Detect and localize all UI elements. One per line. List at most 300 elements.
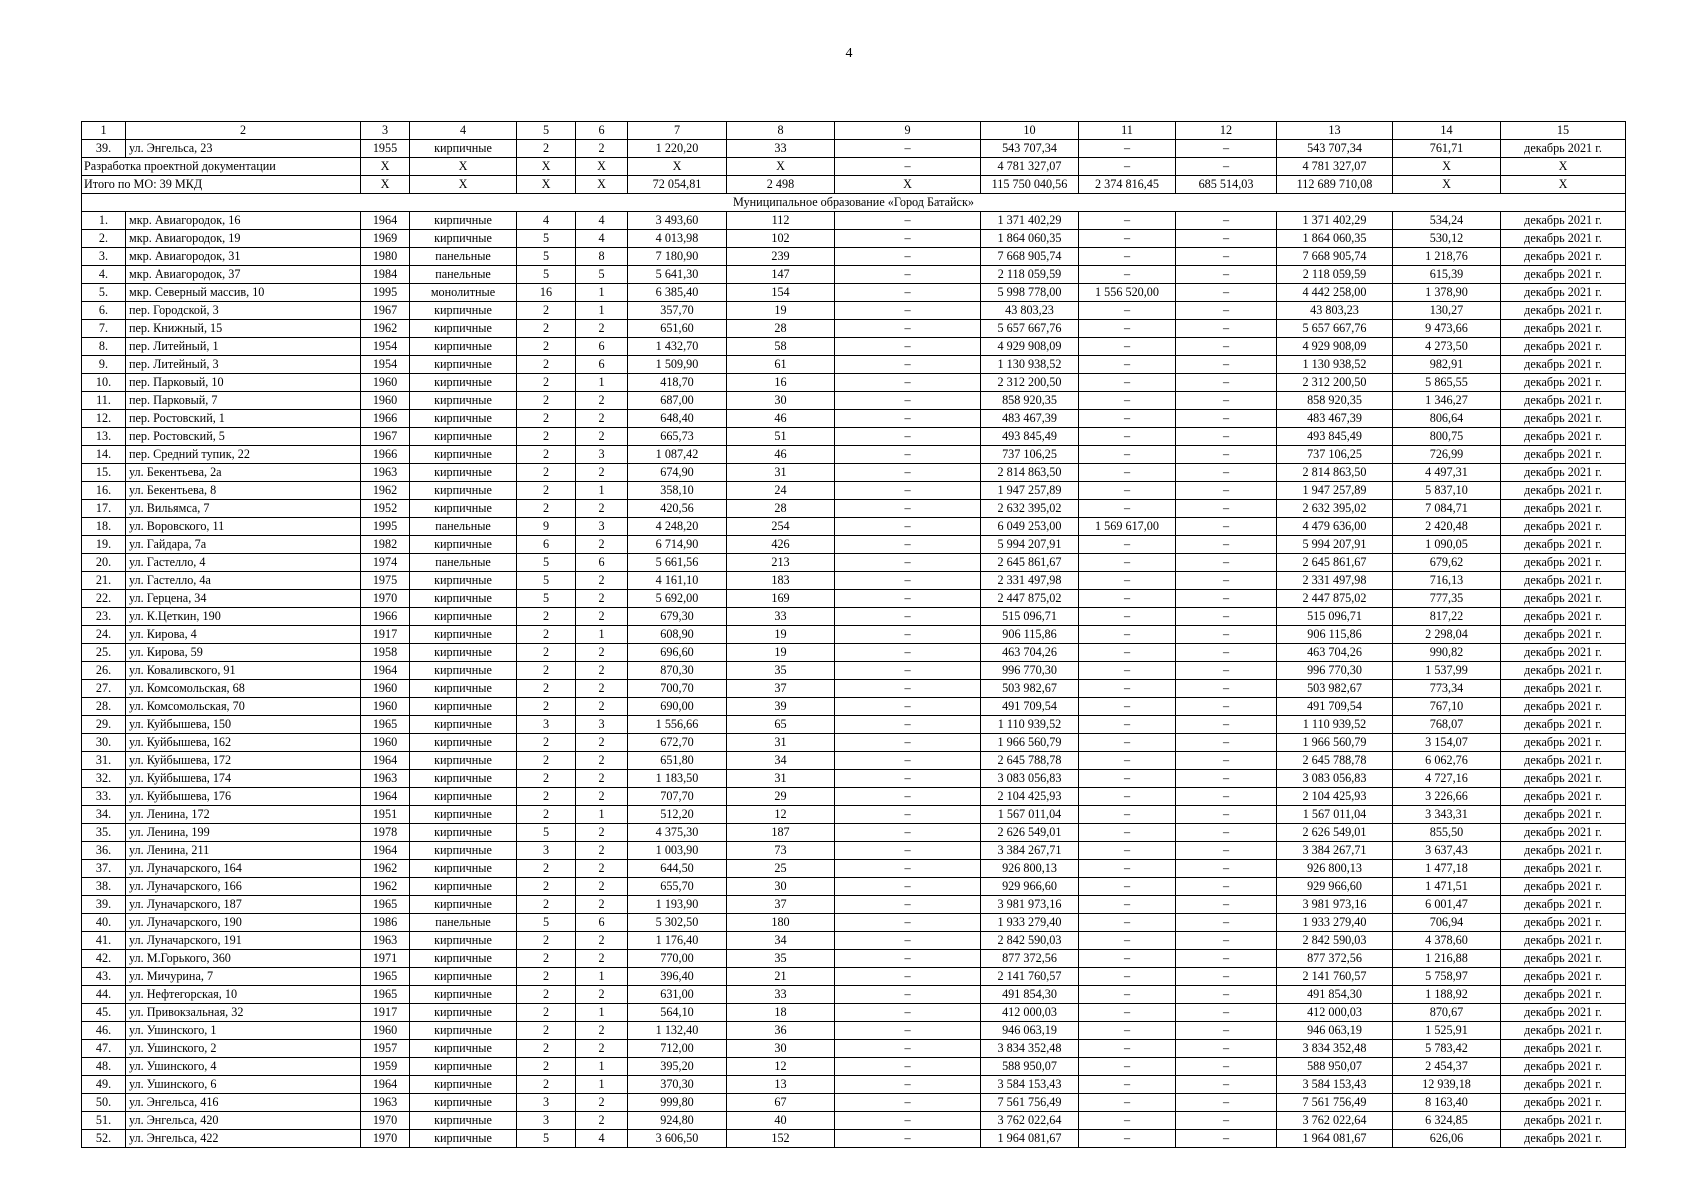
table-cell: 2 xyxy=(576,788,628,806)
table-cell: – xyxy=(1079,680,1176,698)
table-cell: ул. Кирова, 59 xyxy=(126,644,361,662)
table-cell: – xyxy=(1079,1076,1176,1094)
table-cell: – xyxy=(1079,932,1176,950)
table-cell: ул. Гастелло, 4 xyxy=(126,554,361,572)
table-cell: 28 xyxy=(727,500,835,518)
table-cell: 28 xyxy=(727,320,835,338)
table-cell: 1 xyxy=(576,284,628,302)
table-cell: 2 xyxy=(576,428,628,446)
table-cell: 483 467,39 xyxy=(1277,410,1393,428)
table-cell: X xyxy=(1393,158,1501,176)
table-cell: 2 xyxy=(517,374,576,392)
table-cell: 1 525,91 xyxy=(1393,1022,1501,1040)
table-cell: 608,90 xyxy=(628,626,727,644)
table-cell: 12 xyxy=(727,1058,835,1076)
table-cell: кирпичные xyxy=(410,662,517,680)
table-cell: 503 982,67 xyxy=(981,680,1079,698)
table-cell: ул. К.Цеткин, 190 xyxy=(126,608,361,626)
table-cell: кирпичные xyxy=(410,572,517,590)
table-cell: 2 xyxy=(576,860,628,878)
table-cell: 12 xyxy=(727,806,835,824)
table-cell: 1 188,92 xyxy=(1393,986,1501,1004)
table-cell: 1964 xyxy=(361,752,410,770)
table-cell: 7 xyxy=(628,122,727,140)
table-cell: декабрь 2021 г. xyxy=(1501,536,1626,554)
table-cell: 1966 xyxy=(361,446,410,464)
table-cell: 1 218,76 xyxy=(1393,248,1501,266)
table-cell: 2 420,48 xyxy=(1393,518,1501,536)
table-cell: – xyxy=(1079,158,1176,176)
table-cell: 5 xyxy=(517,590,576,608)
table-cell: кирпичные xyxy=(410,950,517,968)
table-cell: 1957 xyxy=(361,1040,410,1058)
table-cell: 4 497,31 xyxy=(1393,464,1501,482)
table-row xyxy=(82,1094,1626,1112)
table-cell: 3 xyxy=(576,446,628,464)
summary-row xyxy=(82,158,1626,176)
table-cell: декабрь 2021 г. xyxy=(1501,1076,1626,1094)
table-cell: 2 374 816,45 xyxy=(1079,176,1176,194)
table-row xyxy=(82,590,1626,608)
table-cell: 5 994 207,91 xyxy=(981,536,1079,554)
table-cell: 102 xyxy=(727,230,835,248)
table-cell: 46 xyxy=(727,410,835,428)
table-cell: кирпичные xyxy=(410,590,517,608)
table-cell: – xyxy=(835,230,981,248)
summary-row xyxy=(82,176,1626,194)
table-cell: 1 130 938,52 xyxy=(981,356,1079,374)
table-cell: 8. xyxy=(82,338,126,356)
table-cell: ул. Луначарского, 190 xyxy=(126,914,361,932)
table-cell: – xyxy=(1079,860,1176,878)
table-cell: – xyxy=(1176,698,1277,716)
table-cell: кирпичные xyxy=(410,140,517,158)
table-cell: 9. xyxy=(82,356,126,374)
table-cell: 651,60 xyxy=(628,320,727,338)
table-cell: 9 xyxy=(517,518,576,536)
table-cell: 5 865,55 xyxy=(1393,374,1501,392)
table-cell: X xyxy=(1393,176,1501,194)
table-cell: декабрь 2021 г. xyxy=(1501,428,1626,446)
table-cell: 2 xyxy=(517,482,576,500)
table-cell: – xyxy=(835,392,981,410)
registry-sheet xyxy=(81,121,1626,1148)
table-cell: 1978 xyxy=(361,824,410,842)
table-cell: 65 xyxy=(727,716,835,734)
table-cell: кирпичные xyxy=(410,428,517,446)
table-cell: 1 556,66 xyxy=(628,716,727,734)
table-cell: 213 xyxy=(727,554,835,572)
table-cell: 6 xyxy=(576,554,628,572)
table-cell: – xyxy=(1176,266,1277,284)
table-cell: декабрь 2021 г. xyxy=(1501,950,1626,968)
table-cell: декабрь 2021 г. xyxy=(1501,896,1626,914)
table-cell: 924,80 xyxy=(628,1112,727,1130)
table-cell: – xyxy=(1176,770,1277,788)
table-cell: 1974 xyxy=(361,554,410,572)
table-cell: декабрь 2021 г. xyxy=(1501,572,1626,590)
table-cell: 4 929 908,09 xyxy=(1277,338,1393,356)
table-cell: 7 084,71 xyxy=(1393,500,1501,518)
table-cell: 716,13 xyxy=(1393,572,1501,590)
table-cell: кирпичные xyxy=(410,230,517,248)
table-cell: 1 xyxy=(82,122,126,140)
table-cell: 1 130 938,52 xyxy=(1277,356,1393,374)
table-row xyxy=(82,788,1626,806)
table-cell: декабрь 2021 г. xyxy=(1501,1112,1626,1130)
table-cell: 651,80 xyxy=(628,752,727,770)
table-cell: 357,70 xyxy=(628,302,727,320)
table-cell: декабрь 2021 г. xyxy=(1501,788,1626,806)
table-cell: кирпичные xyxy=(410,482,517,500)
table-cell: 180 xyxy=(727,914,835,932)
table-cell: ул. Привокзальная, 32 xyxy=(126,1004,361,1022)
table-cell: 37 xyxy=(727,680,835,698)
table-cell: 3 083 056,83 xyxy=(981,770,1079,788)
table-cell: X xyxy=(361,158,410,176)
table-cell: 1 xyxy=(576,374,628,392)
table-row xyxy=(82,284,1626,302)
table-cell: 5 641,30 xyxy=(628,266,727,284)
table-cell: кирпичные xyxy=(410,1076,517,1094)
table-cell: – xyxy=(1079,1040,1176,1058)
table-cell: 30 xyxy=(727,878,835,896)
table-row xyxy=(82,770,1626,788)
table-cell: 648,40 xyxy=(628,410,727,428)
table-cell: 1 176,40 xyxy=(628,932,727,950)
table-cell: 2 xyxy=(517,878,576,896)
table-cell: 2 xyxy=(517,806,576,824)
table-row xyxy=(82,212,1626,230)
table-cell: 395,20 xyxy=(628,1058,727,1076)
table-cell: панельные xyxy=(410,266,517,284)
table-cell: – xyxy=(835,788,981,806)
table-cell: – xyxy=(1176,662,1277,680)
table-cell: ул. Энгельса, 420 xyxy=(126,1112,361,1130)
table-cell: ул. Куйбышева, 150 xyxy=(126,716,361,734)
table-cell: ул. Гайдара, 7а xyxy=(126,536,361,554)
table-cell: 5 xyxy=(517,230,576,248)
table-cell: – xyxy=(1176,1040,1277,1058)
table-cell: – xyxy=(835,374,981,392)
table-cell: X xyxy=(517,176,576,194)
table-cell: 44. xyxy=(82,986,126,1004)
table-cell: 5 xyxy=(517,914,576,932)
table-row xyxy=(82,374,1626,392)
table-cell: 5 xyxy=(517,1130,576,1148)
table-cell: 1 132,40 xyxy=(628,1022,727,1040)
table-cell: – xyxy=(1079,1004,1176,1022)
table-cell: – xyxy=(1079,968,1176,986)
table-cell: 5 xyxy=(517,824,576,842)
table-cell: 1960 xyxy=(361,680,410,698)
table-cell: 3 384 267,71 xyxy=(1277,842,1393,860)
table-cell: 5 657 667,76 xyxy=(981,320,1079,338)
table-cell: – xyxy=(1079,464,1176,482)
table-cell: – xyxy=(835,626,981,644)
table-cell: 777,35 xyxy=(1393,590,1501,608)
table-cell: 1964 xyxy=(361,1076,410,1094)
table-cell: – xyxy=(835,716,981,734)
table-cell: 29 xyxy=(727,788,835,806)
table-cell: 33 xyxy=(727,140,835,158)
table-cell: 3 493,60 xyxy=(628,212,727,230)
table-cell: декабрь 2021 г. xyxy=(1501,392,1626,410)
table-cell: 1 346,27 xyxy=(1393,392,1501,410)
table-cell: 696,60 xyxy=(628,644,727,662)
table-cell: – xyxy=(1079,140,1176,158)
table-cell: – xyxy=(835,986,981,1004)
table-cell: 2 xyxy=(576,932,628,950)
table-cell: – xyxy=(1079,878,1176,896)
table-cell: 999,80 xyxy=(628,1094,727,1112)
table-cell: – xyxy=(1079,626,1176,644)
table-cell: 2 xyxy=(576,896,628,914)
table-cell: 35. xyxy=(82,824,126,842)
table-cell: 2 xyxy=(576,878,628,896)
table-cell: пер. Средний тупик, 22 xyxy=(126,446,361,464)
table-cell: ул. Ленина, 172 xyxy=(126,806,361,824)
table-cell: 2 xyxy=(576,680,628,698)
table-cell: 34 xyxy=(727,752,835,770)
table-cell: декабрь 2021 г. xyxy=(1501,590,1626,608)
table-cell: 115 750 040,56 xyxy=(981,176,1079,194)
table-cell: кирпичные xyxy=(410,824,517,842)
table-cell: ул. Гастелло, 4а xyxy=(126,572,361,590)
table-cell: кирпичные xyxy=(410,536,517,554)
table-cell: 3 834 352,48 xyxy=(981,1040,1079,1058)
table-cell: 4 479 636,00 xyxy=(1277,518,1393,536)
table-cell: 1960 xyxy=(361,698,410,716)
table-cell: – xyxy=(1176,1094,1277,1112)
table-cell: 1 509,90 xyxy=(628,356,727,374)
table-cell: 1960 xyxy=(361,392,410,410)
table-cell: – xyxy=(1176,932,1277,950)
table-cell: – xyxy=(835,554,981,572)
table-cell: 13 xyxy=(1277,122,1393,140)
table-cell: 1 090,05 xyxy=(1393,536,1501,554)
table-row xyxy=(82,608,1626,626)
table-cell: – xyxy=(1079,770,1176,788)
table-cell: декабрь 2021 г. xyxy=(1501,824,1626,842)
table-cell: 5 xyxy=(576,266,628,284)
table-cell: 5 xyxy=(517,572,576,590)
table-cell: – xyxy=(1176,518,1277,536)
table-cell: 515 096,71 xyxy=(1277,608,1393,626)
table-cell: 34. xyxy=(82,806,126,824)
table-cell: – xyxy=(1176,734,1277,752)
table-cell: 1 567 011,04 xyxy=(1277,806,1393,824)
table-cell: 712,00 xyxy=(628,1040,727,1058)
table-cell: 493 845,49 xyxy=(1277,428,1393,446)
table-row xyxy=(82,356,1626,374)
table-cell: 2 xyxy=(517,644,576,662)
table-cell: 358,10 xyxy=(628,482,727,500)
table-row xyxy=(82,482,1626,500)
table-cell: кирпичные xyxy=(410,842,517,860)
table-cell: 2 645 861,67 xyxy=(1277,554,1393,572)
table-cell: 946 063,19 xyxy=(1277,1022,1393,1040)
table-row xyxy=(82,518,1626,536)
table-cell: 7. xyxy=(82,320,126,338)
table-cell: 1995 xyxy=(361,284,410,302)
table-cell: 8 xyxy=(576,248,628,266)
table-cell: – xyxy=(1079,662,1176,680)
table-cell: 2 xyxy=(517,500,576,518)
table-cell: – xyxy=(835,248,981,266)
table-cell: 1963 xyxy=(361,1094,410,1112)
table-cell: – xyxy=(1079,842,1176,860)
table-cell: Разработка проектной документации xyxy=(82,158,361,176)
table-cell: 13 xyxy=(727,1076,835,1094)
table-cell: 22. xyxy=(82,590,126,608)
table-cell: кирпичные xyxy=(410,752,517,770)
table-cell: 2 298,04 xyxy=(1393,626,1501,644)
table-cell: 877 372,56 xyxy=(1277,950,1393,968)
table-cell: X xyxy=(727,158,835,176)
table-cell: – xyxy=(835,968,981,986)
table-cell: 50. xyxy=(82,1094,126,1112)
table-cell: – xyxy=(835,932,981,950)
table-cell: 1 xyxy=(576,1076,628,1094)
table-cell: – xyxy=(1079,320,1176,338)
table-cell: 3 xyxy=(361,122,410,140)
table-cell: – xyxy=(835,1094,981,1112)
table-cell: ул. Герцена, 34 xyxy=(126,590,361,608)
table-cell: 187 xyxy=(727,824,835,842)
table-cell: 1 xyxy=(576,1058,628,1076)
table-cell: 858 920,35 xyxy=(1277,392,1393,410)
table-cell: – xyxy=(835,824,981,842)
table-cell: 33 xyxy=(727,608,835,626)
table-cell: 800,75 xyxy=(1393,428,1501,446)
table-row xyxy=(82,734,1626,752)
table-cell: 1 183,50 xyxy=(628,770,727,788)
table-cell: мкр. Авиагородок, 19 xyxy=(126,230,361,248)
table-cell: 543 707,34 xyxy=(1277,140,1393,158)
table-cell: – xyxy=(1176,464,1277,482)
table-cell: 2 xyxy=(576,950,628,968)
table-cell: декабрь 2021 г. xyxy=(1501,446,1626,464)
table-row xyxy=(82,806,1626,824)
table-cell: декабрь 2021 г. xyxy=(1501,266,1626,284)
table-cell: 2 814 863,50 xyxy=(1277,464,1393,482)
table-cell: 43 803,23 xyxy=(1277,302,1393,320)
table-cell: 3 606,50 xyxy=(628,1130,727,1148)
table-cell: 3. xyxy=(82,248,126,266)
table-row xyxy=(82,554,1626,572)
table-cell: 31 xyxy=(727,734,835,752)
table-cell: 26. xyxy=(82,662,126,680)
table-cell: 6 385,40 xyxy=(628,284,727,302)
table-cell: ул. Ушинского, 6 xyxy=(126,1076,361,1094)
table-cell: кирпичные xyxy=(410,374,517,392)
table-cell: декабрь 2021 г. xyxy=(1501,212,1626,230)
table-cell: 1 087,42 xyxy=(628,446,727,464)
table-cell: 2 xyxy=(576,770,628,788)
table-cell: 1966 xyxy=(361,410,410,428)
table-cell: 4 375,30 xyxy=(628,824,727,842)
table-cell: 1 xyxy=(576,1004,628,1022)
table-cell: 12 xyxy=(1176,122,1277,140)
table-cell: – xyxy=(1079,482,1176,500)
table-cell: 1964 xyxy=(361,842,410,860)
table-cell: 5 692,00 xyxy=(628,590,727,608)
table-cell: 27. xyxy=(82,680,126,698)
table-cell: 855,50 xyxy=(1393,824,1501,842)
table-row xyxy=(82,878,1626,896)
table-cell: 1 477,18 xyxy=(1393,860,1501,878)
table-cell: – xyxy=(835,914,981,932)
table-cell: мкр. Авиагородок, 37 xyxy=(126,266,361,284)
table-cell: декабрь 2021 г. xyxy=(1501,968,1626,986)
table-cell: 2 xyxy=(517,338,576,356)
table-cell: 396,40 xyxy=(628,968,727,986)
table-cell: 28. xyxy=(82,698,126,716)
table-cell: – xyxy=(835,536,981,554)
table-cell: 1 569 617,00 xyxy=(1079,518,1176,536)
table-cell: – xyxy=(1079,644,1176,662)
table-cell: 10 xyxy=(981,122,1079,140)
table-cell: 990,82 xyxy=(1393,644,1501,662)
table-cell: 1965 xyxy=(361,716,410,734)
table-cell: 24. xyxy=(82,626,126,644)
table-cell: ул. Куйбышева, 162 xyxy=(126,734,361,752)
table-cell: – xyxy=(835,266,981,284)
table-cell: – xyxy=(1079,446,1176,464)
table-cell: 2 104 425,93 xyxy=(1277,788,1393,806)
table-cell: декабрь 2021 г. xyxy=(1501,644,1626,662)
table-cell: – xyxy=(835,446,981,464)
table-cell: – xyxy=(1176,842,1277,860)
table-cell: пер. Парковый, 7 xyxy=(126,392,361,410)
table-cell: – xyxy=(1079,1130,1176,1148)
table-cell: – xyxy=(1176,590,1277,608)
table-cell: 1967 xyxy=(361,428,410,446)
table-cell: 20. xyxy=(82,554,126,572)
table-cell: 2 xyxy=(517,662,576,680)
table-cell: – xyxy=(1176,482,1277,500)
table-cell: 1965 xyxy=(361,986,410,1004)
table-row xyxy=(82,680,1626,698)
table-cell: 6 xyxy=(576,338,628,356)
table-cell: 2 xyxy=(576,842,628,860)
table-cell: 1 966 560,79 xyxy=(981,734,1079,752)
table-cell: – xyxy=(1176,428,1277,446)
table-cell: 37. xyxy=(82,860,126,878)
table-cell: 761,71 xyxy=(1393,140,1501,158)
table-cell: 58 xyxy=(727,338,835,356)
table-cell: 1917 xyxy=(361,1004,410,1022)
table-cell: 543 707,34 xyxy=(981,140,1079,158)
table-cell: 169 xyxy=(727,590,835,608)
table-cell: 7 180,90 xyxy=(628,248,727,266)
table-cell: – xyxy=(1176,374,1277,392)
table-row xyxy=(82,1112,1626,1130)
table-cell: 2 xyxy=(517,1058,576,1076)
table-cell: 16. xyxy=(82,482,126,500)
table-row xyxy=(82,986,1626,1004)
table-cell: декабрь 2021 г. xyxy=(1501,626,1626,644)
table-row xyxy=(82,302,1626,320)
table-cell: 2 xyxy=(576,410,628,428)
table-cell: 858 920,35 xyxy=(981,392,1079,410)
table-cell: 1 864 060,35 xyxy=(1277,230,1393,248)
table-cell: 1 432,70 xyxy=(628,338,727,356)
table-cell: – xyxy=(835,590,981,608)
table-row xyxy=(82,1058,1626,1076)
table-cell: 6 xyxy=(576,122,628,140)
